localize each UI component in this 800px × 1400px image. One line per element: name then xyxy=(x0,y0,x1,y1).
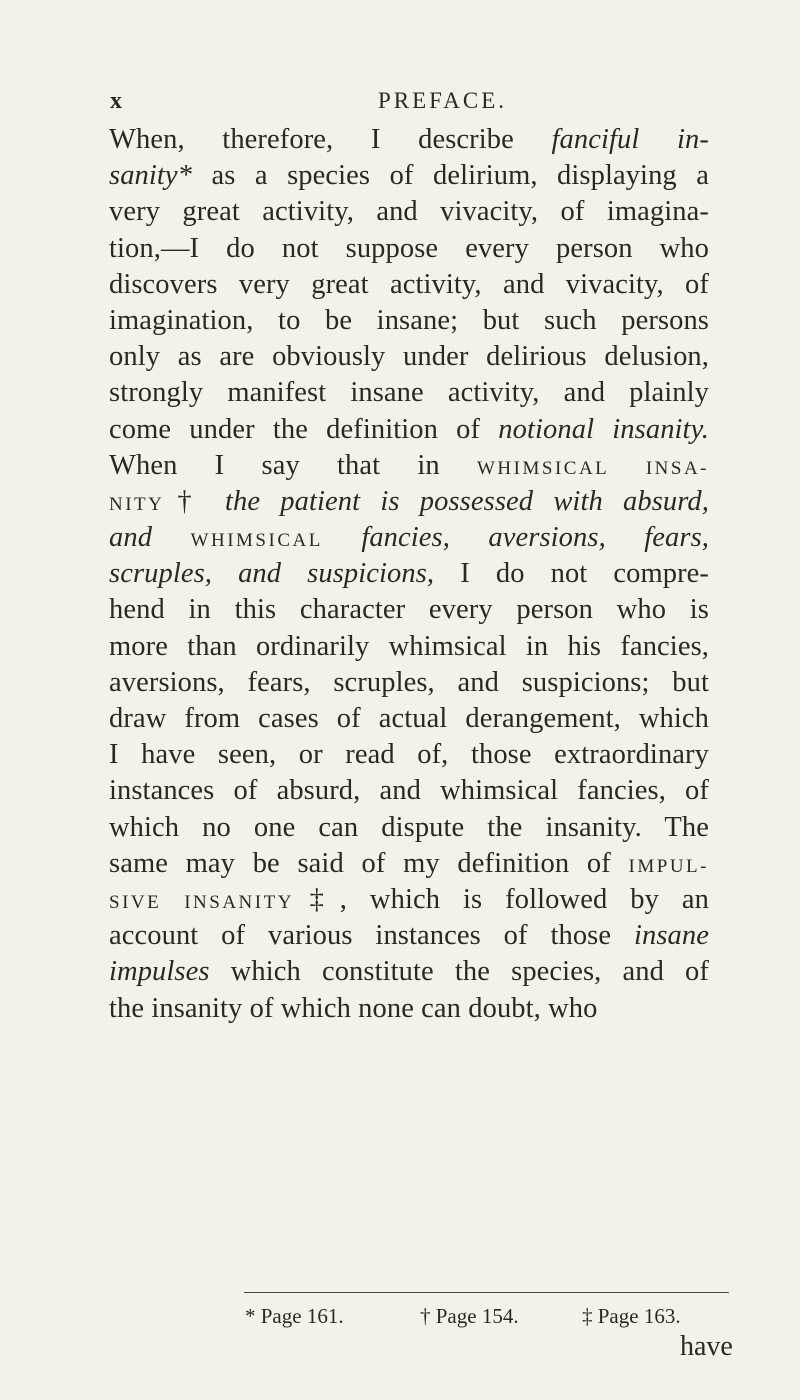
page-number: x xyxy=(110,88,123,114)
text-line xyxy=(109,918,709,954)
footnote-1: * Page 161. xyxy=(245,1304,344,1328)
text-segment: instances of absurd, and whimsical fancies, of xyxy=(109,775,709,807)
text-line xyxy=(109,303,709,339)
footnote-rule xyxy=(244,1292,729,1293)
text-segment: discovers very great activity, and vivacity, of xyxy=(109,268,709,300)
text-segment: ‡, which is followed by an xyxy=(293,883,710,915)
text-line xyxy=(109,701,709,737)
text-segment xyxy=(323,522,361,553)
italic-text: insane xyxy=(633,920,709,952)
small-caps-text: SIVE INSANITY xyxy=(109,891,294,913)
footnotes xyxy=(0,1304,800,1332)
text-line xyxy=(109,954,709,990)
body-text xyxy=(109,122,709,1027)
text-line xyxy=(109,810,709,846)
text-segment: come under the definition of xyxy=(109,413,499,445)
italic-text: impulses xyxy=(109,956,210,988)
text-segment: aversions, fears, scruples, and suspicions; but xyxy=(109,666,709,698)
italic-text: notional insanity. xyxy=(498,413,709,445)
text-segment: the insanity of which none can doubt, who xyxy=(109,992,598,1024)
text-segment: When, therefore, I describe xyxy=(109,124,552,155)
catchword: have xyxy=(680,1331,733,1362)
text-line xyxy=(109,375,709,411)
italic-text: fancies, aversions, fears, xyxy=(361,522,709,554)
text-segment: I do not compre- xyxy=(434,558,710,590)
text-line xyxy=(109,846,709,882)
text-line xyxy=(109,665,709,701)
text-line xyxy=(109,448,709,484)
small-caps-text: IMPUL- xyxy=(628,855,709,877)
text-segment: When I say that in xyxy=(109,449,477,481)
running-head: PREFACE. xyxy=(378,88,508,113)
text-segment: very great activity, and vivacity, of imagina- xyxy=(109,196,709,228)
italic-text: and xyxy=(109,522,153,554)
text-line xyxy=(109,122,709,158)
text-line xyxy=(109,882,709,918)
small-caps-text: WHIMSICAL INSA- xyxy=(477,457,709,479)
text-line xyxy=(109,629,709,665)
text-line xyxy=(109,991,709,1027)
text-segment: † xyxy=(164,485,225,517)
small-caps-text: NITY xyxy=(109,493,165,515)
text-line xyxy=(109,737,709,773)
text-line xyxy=(109,556,709,592)
text-segment: as a species of delirium, displaying a xyxy=(192,160,709,192)
footnote-3: ‡ Page 163. xyxy=(582,1304,681,1328)
text-line xyxy=(109,267,709,303)
text-segment: account of various instances of those xyxy=(109,920,634,952)
text-segment: strongly manifest insane activity, and plainly xyxy=(109,377,709,409)
text-line xyxy=(109,231,709,267)
italic-text: fanciful in- xyxy=(551,124,709,155)
footnote-2: † Page 154. xyxy=(420,1304,519,1328)
text-line xyxy=(109,412,709,448)
text-segment: same may be said of my definition of xyxy=(109,847,629,879)
text-segment: more than ordinarily whimsical in his fancies, xyxy=(109,630,709,662)
text-segment: tion,—I do not suppose every person who xyxy=(109,232,709,264)
page-header xyxy=(0,88,800,118)
small-caps-text: WHIMSICAL xyxy=(190,530,323,552)
text-segment: hend in this character every person who is xyxy=(109,594,709,626)
text-line xyxy=(109,194,709,230)
italic-text: scruples, and suspicions, xyxy=(109,558,435,590)
text-line xyxy=(109,520,709,556)
text-segment: imagination, to be insane; but such persons xyxy=(109,304,709,336)
text-segment xyxy=(152,522,190,553)
text-segment: which constitute the species, and of xyxy=(209,956,709,988)
italic-text: sanity* xyxy=(109,160,193,192)
text-line xyxy=(109,592,709,628)
text-segment: draw from cases of actual derangement, which xyxy=(109,703,709,734)
text-segment: which no one can dispute the insanity. The xyxy=(109,811,709,843)
italic-text: the patient is possessed with absurd, xyxy=(224,485,709,517)
text-segment: I have seen, or read of, those extraordinary xyxy=(109,739,709,771)
text-line xyxy=(109,158,709,194)
text-line xyxy=(109,339,709,375)
text-line xyxy=(109,773,709,809)
text-segment: only as are obviously under delirious delusion, xyxy=(109,341,709,373)
text-line xyxy=(109,484,709,520)
